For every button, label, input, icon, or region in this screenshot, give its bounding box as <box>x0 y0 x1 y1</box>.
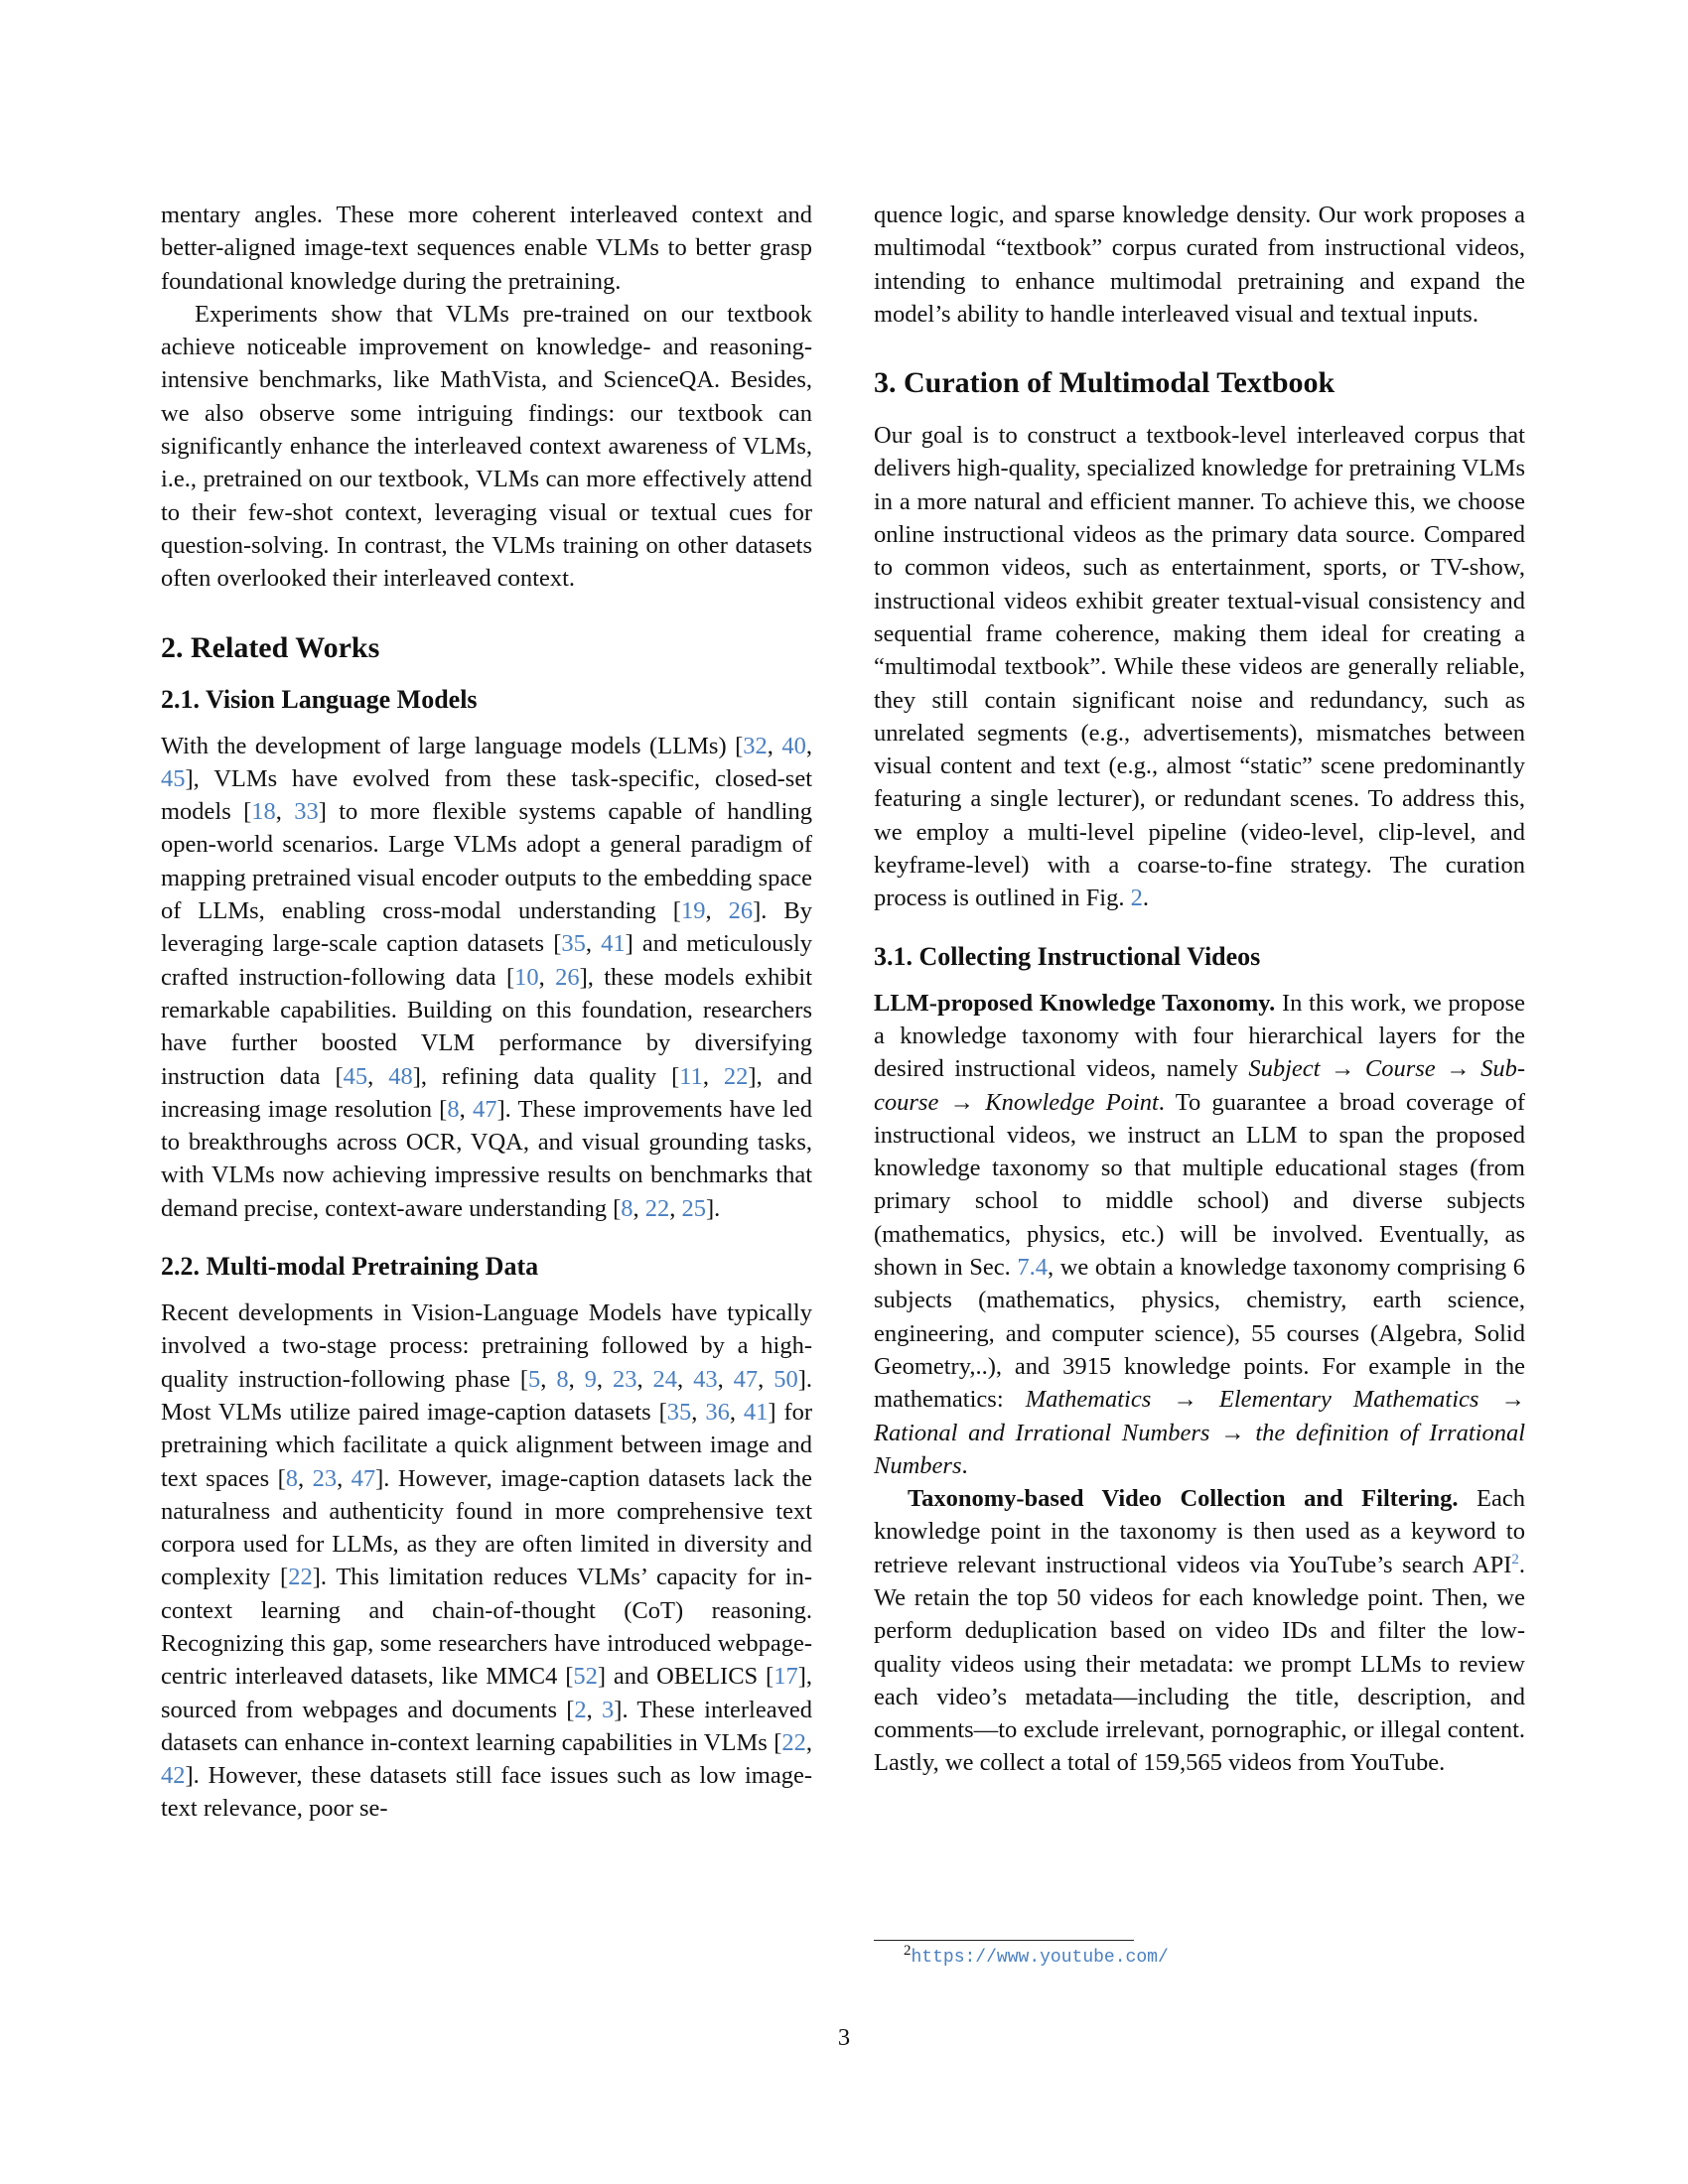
citation-link[interactable]: 35 <box>561 930 586 958</box>
text-span: , <box>459 1095 473 1123</box>
text-span: , <box>596 1365 613 1393</box>
citation-link[interactable]: 17 <box>774 1663 798 1691</box>
citation-link[interactable]: 26 <box>555 963 580 991</box>
citation-link[interactable]: 22 <box>288 1564 313 1591</box>
paragraph-knowledge-taxonomy <box>874 987 1525 1482</box>
citation-link[interactable]: 8 <box>447 1095 460 1123</box>
text-span: ]. However, these datasets still face issues such as low image-text relevance, poor se- <box>161 1762 812 1823</box>
footnote-marker-link[interactable]: 2 <box>1511 1551 1519 1568</box>
citation-link[interactable]: 2 <box>1130 885 1143 912</box>
text-span: In this work, we propose a knowledge taxonomy with four hierarchical layers for the desired instructional videos, namely <box>874 989 1526 1083</box>
text-span: ]. <box>706 1194 721 1222</box>
text-span: ] and meticulously crafted instruction-following data [ <box>161 930 812 991</box>
citation-link[interactable]: 47 <box>472 1095 497 1123</box>
text-span: , <box>805 1728 812 1756</box>
citation-link[interactable]: 10 <box>514 963 539 991</box>
text-span: ]. This limitation reduces VLMs’ capacity for in-context learning and chain-of-thought (CoT) reasoning. Recognizing this gap, some researchers have introduced webpage-centric interleaved datasets, like MMC4 [ <box>161 1564 812 1691</box>
text-span: , <box>702 1062 724 1090</box>
text-span: ]. By leveraging large-scale caption datasets [ <box>161 897 813 958</box>
citation-link[interactable]: 32 <box>743 732 768 759</box>
citation-link[interactable]: 45 <box>161 764 186 792</box>
paragraph-curation-goal <box>874 419 1525 914</box>
citation-link[interactable]: 22 <box>781 1728 806 1756</box>
citation-link[interactable]: 24 <box>652 1365 678 1393</box>
text-span: , <box>705 897 729 925</box>
citation-link[interactable]: 41 <box>601 930 626 958</box>
citation-link[interactable]: 35 <box>666 1398 692 1426</box>
text-span: , <box>729 1398 744 1426</box>
citation-link[interactable]: 41 <box>743 1398 769 1426</box>
section-heading-related-works: 2. Related Works <box>161 630 380 664</box>
citation-link[interactable]: 42 <box>161 1762 186 1790</box>
text-span: , <box>337 1464 352 1492</box>
text-span: ], sourced from webpages and documents [ <box>161 1663 812 1723</box>
text-span: ], VLMs have evolved from these task-specific, closed-set models [ <box>161 764 812 826</box>
section-heading-curation: 3. Curation of Multimodal Textbook <box>874 366 1336 400</box>
footnote <box>904 1944 1169 1970</box>
text-span: , we obtain a knowledge taxonomy comprising 6 subjects (mathematics, physics, chemistry, earth science, engineering, and computer science), 55 courses (Algebra, Solid Geometry,..), and 3915 knowledge points. For example in the mathematics: <box>874 1254 1525 1414</box>
citation-link[interactable]: 52 <box>573 1663 598 1691</box>
paragraph-video-collection <box>874 1482 1525 1780</box>
text-span: , <box>669 1194 682 1222</box>
text-span: ], refining data quality [ <box>412 1062 680 1090</box>
text-span: Recent developments in Vision-Language Models have typically involved a two-stage process: pretraining followed by a high-quality instruction-following phase [ <box>161 1299 812 1393</box>
subsection-heading-pretraining-data: 2.2. Multi-modal Pretraining Data <box>161 1252 539 1282</box>
text-span: . We retain the top 50 videos for each knowledge point. Then, we perform deduplication based on video IDs and filter the low-quality videos using their metadata: we prompt LLMs to review each video’s metadata—including the title, description, and comments—to exclude irrelevant, pornographic, or illegal content. Lastly, we collect a total of 159,565 videos from YouTube. <box>874 1551 1525 1777</box>
citation-link[interactable]: 23 <box>312 1464 338 1492</box>
text-span: , <box>691 1398 706 1426</box>
paragraph-pretraining-data <box>161 1297 812 1826</box>
footnote-divider <box>874 1940 1134 1941</box>
subsection-heading-vlm: 2.1. Vision Language Models <box>161 684 478 714</box>
citation-link[interactable]: 36 <box>705 1398 730 1426</box>
citation-link[interactable]: 2 <box>574 1696 587 1723</box>
citation-link[interactable]: 47 <box>351 1464 376 1492</box>
citation-link[interactable]: 50 <box>774 1365 798 1393</box>
citation-link[interactable]: 9 <box>584 1365 597 1393</box>
text-span: , <box>636 1365 653 1393</box>
text-span: ]. These improvements have led to breakthroughs across OCR, VQA, and visual grounding tasks, with VLMs now achieving impressive results on benchmarks that demand precise, context-aware understanding [ <box>161 1095 812 1222</box>
citation-link[interactable]: 33 <box>294 798 319 826</box>
text-span: , <box>585 930 602 958</box>
paragraph-vlm <box>161 730 812 1225</box>
runin-knowledge-taxonomy: LLM-proposed Knowledge Taxonomy. <box>874 989 1276 1017</box>
taxonomy-hierarchy: Subject → Course → Sub-course → Knowledge Point <box>874 1055 1525 1116</box>
citation-link[interactable]: 5 <box>528 1365 541 1393</box>
section-reference-link[interactable]: 7.4 <box>1017 1254 1048 1282</box>
text-span: , <box>805 732 813 759</box>
subsection-heading-collecting-videos: 3.1. Collecting Instructional Videos <box>874 941 1261 971</box>
text-span: , <box>275 798 295 826</box>
footnote-number: 2 <box>904 1943 912 1959</box>
citation-link[interactable]: 8 <box>556 1365 569 1393</box>
citation-link[interactable]: 26 <box>728 897 754 925</box>
citation-link[interactable]: 3 <box>602 1696 615 1723</box>
text-span: ] and OBELICS [ <box>597 1663 774 1691</box>
left-column <box>161 199 812 1826</box>
text-span: Our goal is to construct a textbook-level interleaved corpus that delivers high-quality, specialized knowledge for pretraining VLMs in a more natural and efficient manner. To achieve this, we choose online instructional videos as the primary data source. Compared to common videos, such as entertainment, sports, or TV-show, instructional videos exhibit greater textual-visual consistency and sequential frame coherence, making them ideal for creating a “multimodal textbook”. While these videos are generally reliable, they still contain significant noise and redundancy, such as unrelated segments (e.g., advertisements), mismatches between visual content and text (e.g., almost “static” scene predominantly featuring a single lecturer), or redundant scenes. To address this, we employ a multi-level pipeline (video-level, clip-level, and keyframe-level) with a coarse-to-fine strategy. The curation process is outlined in Fig. <box>874 422 1525 912</box>
footnote-url-link[interactable]: https://www.youtube.com/ <box>911 1948 1169 1968</box>
text-span: , <box>586 1696 603 1723</box>
citation-link[interactable]: 25 <box>681 1194 707 1222</box>
citation-link[interactable]: 19 <box>680 897 706 925</box>
text-span: , <box>367 1062 389 1090</box>
text-span: , <box>297 1464 313 1492</box>
text-span: . <box>961 1451 968 1479</box>
text-span: ] to more flexible systems capable of handling open-world scenarios. Large VLMs adopt a general paradigm of mapping pretrained visual encoder outputs to the embedding space of LLMs, enabling cross-modal understanding [ <box>161 798 812 925</box>
text-span: ]. However, image-caption datasets lack the naturalness and authenticity found in more comprehensive text corpora used for LLMs, as they are often limited in diversity and complexity [ <box>161 1464 813 1591</box>
citation-link[interactable]: 40 <box>781 732 806 759</box>
text-span: ]. These interleaved datasets can enhance in-context learning capabilities in VLMs [ <box>161 1696 812 1756</box>
paragraph-intro-continued: mentary angles. These more coherent interleaved context and better-aligned image-text sequences enable VLMs to better grasp foundational knowledge during the pretraining. <box>161 202 812 295</box>
citation-link[interactable]: 18 <box>251 798 276 826</box>
page-number: 3 <box>837 2024 851 2051</box>
text-span: Each knowledge point in the taxonomy is then used as a keyword to retrieve relevant instructional videos via YouTube’s search API <box>874 1485 1525 1578</box>
text-span: . To guarantee a broad coverage of instructional videos, we instruct an LLM to span the proposed knowledge taxonomy so that multiple educational stages (from primary school to middle school) and diverse subjects (mathematics, physics, etc.) will be involved. Eventually, as shown in Sec. <box>874 1088 1525 1282</box>
citation-link[interactable]: 11 <box>679 1062 703 1090</box>
text-span: , <box>568 1365 585 1393</box>
citation-link[interactable]: 22 <box>644 1194 670 1222</box>
text-span: ]. Most VLMs utilize paired image-caption datasets [ <box>161 1365 813 1426</box>
right-column <box>874 199 1525 1780</box>
citation-link[interactable]: 23 <box>612 1365 637 1393</box>
text-span: ] for pretraining which facilitate a quick alignment between image and text spaces [ <box>161 1398 813 1492</box>
citation-link[interactable]: 8 <box>285 1464 298 1492</box>
text-span: . <box>1142 885 1149 912</box>
citation-link[interactable]: 22 <box>723 1062 749 1090</box>
text-span: , <box>717 1365 734 1393</box>
citation-link[interactable]: 43 <box>693 1365 718 1393</box>
text-span: , <box>767 732 782 759</box>
text-span: , <box>538 963 556 991</box>
text-span: , <box>540 1365 557 1393</box>
taxonomy-example: Mathematics → Elementary Mathematics → Rational and Irrational Numbers → the definition of Irrational Numbers <box>874 1386 1526 1479</box>
text-span: ], these models exhibit remarkable capabilities. Building on this foundation, researchers have further boosted VLM performance by diversifying instruction data [ <box>161 963 813 1090</box>
text-span: With the development of large language models (LLMs) [ <box>161 732 744 759</box>
citation-link[interactable]: 47 <box>733 1365 759 1393</box>
citation-link[interactable]: 48 <box>388 1062 413 1090</box>
runin-video-collection: Taxonomy-based Video Collection and Filtering. <box>908 1485 1459 1513</box>
paragraph-related-continued: quence logic, and sparse knowledge density. Our work proposes a multimodal “textbook” corpus curated from instructional videos, intending to enhance multimodal pretraining and expand the model’s ability to handle interleaved visual and textual inputs. <box>874 202 1525 328</box>
text-span: , <box>677 1365 694 1393</box>
citation-link[interactable]: 45 <box>343 1062 368 1090</box>
text-span: , <box>758 1365 774 1393</box>
paragraph-experiments: Experiments show that VLMs pre-trained on our textbook achieve noticeable improvement on knowledge- and reasoning-intensive benchmarks, like MathVista, and ScienceQA. Besides, we also observe some intriguing findings: our textbook can significantly enhance the interleaved context awareness of VLMs, i.e., pretrained on our textbook, VLMs can more effectively attend to their few-shot context, leveraging visual or textual cues for question-solving. In contrast, the VLMs training on other datasets often overlooked their interleaved context. <box>161 300 812 593</box>
text-span: ], and increasing image resolution [ <box>161 1062 813 1123</box>
text-span: , <box>633 1194 645 1222</box>
citation-link[interactable]: 8 <box>621 1194 633 1222</box>
